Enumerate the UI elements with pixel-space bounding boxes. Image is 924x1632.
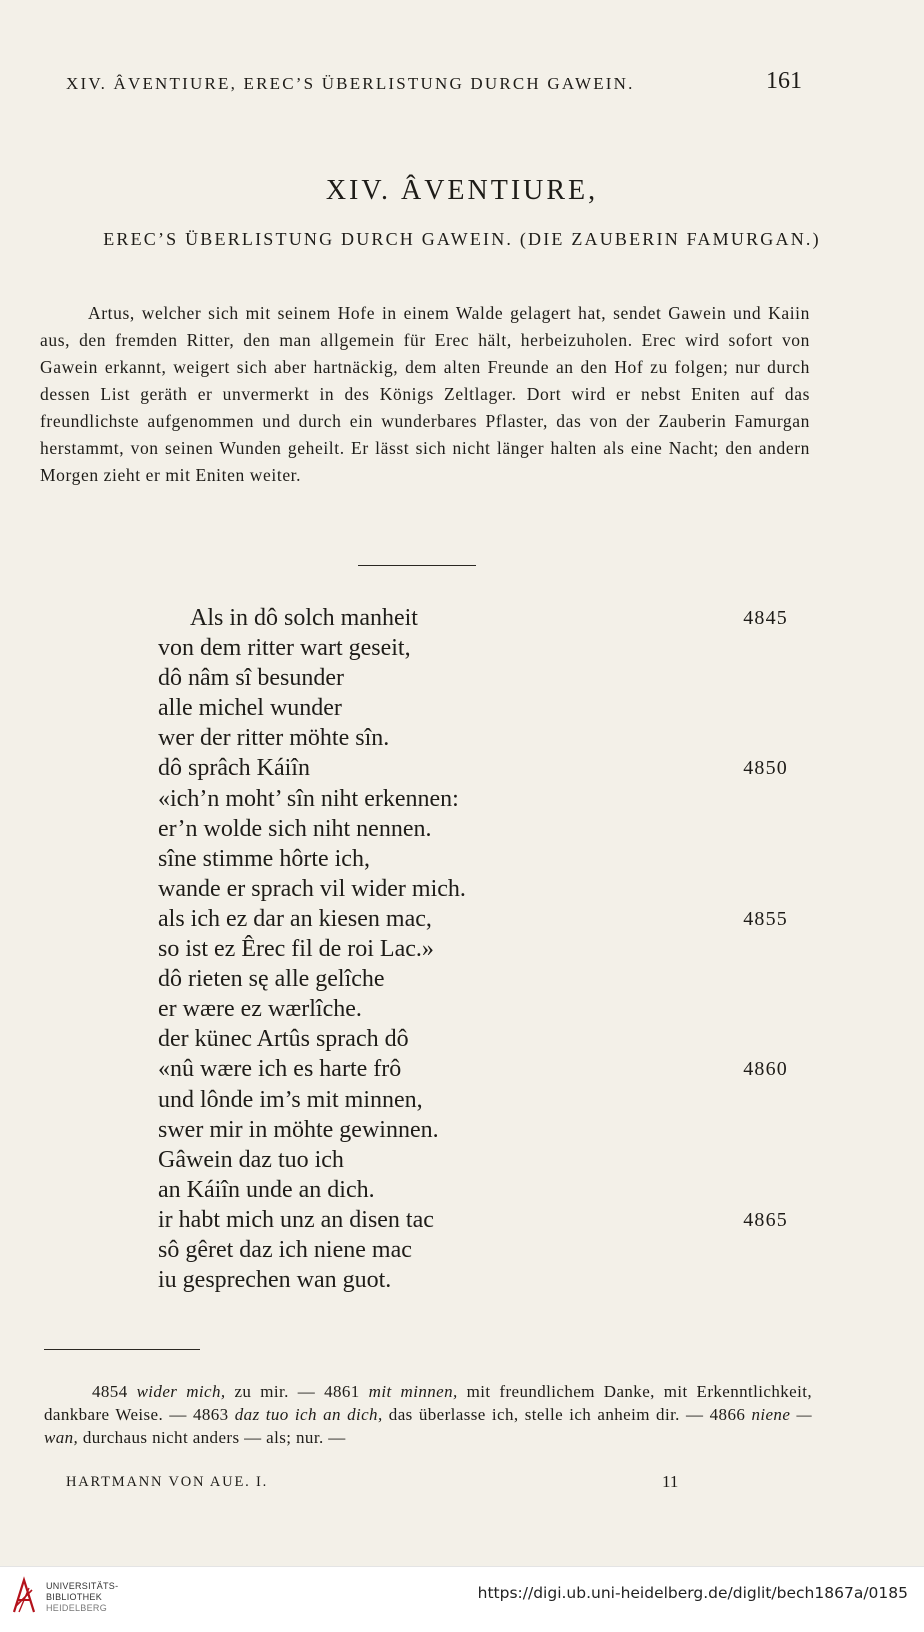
verse-number: 4850 xyxy=(743,757,788,780)
footnote-text: das überlasse ich, stelle ich anheim dir. — 4866 xyxy=(382,1405,752,1424)
summary-paragraph: Artus, welcher sich mit seinem Hofe in einem Walde gelagert hat, sendet Gawein und Kaiin aus, den fremden Ritter, den man allgemein für Erec hält, herbeizuholen. Erec wird sofort von Gawein erkannt, weigert sich aber hartnäckig, dem alten Freunde an den Hof zu folgen; nur durch dessen List geräth er unvermerkt in des Königs Zeltlager. Dort wird er nebst Eniten auf das freundlichste aufgenommen und durch ein wunderbares Pflaster, das von der Zauberin Famurgan herstammt, von seinen Wunden geheilt. Er lässt sich nicht länger halten als eine Nacht; den andern Morgen zieht er mit Eniten weiter. xyxy=(40,303,810,485)
running-head-text: XIV. ÂVENTIURE, EREC’S ÜBERLISTUNG DURCH GAWEIN. xyxy=(66,74,635,93)
verse-line xyxy=(158,844,788,874)
verse-number: 4845 xyxy=(743,607,788,629)
verse-block xyxy=(158,603,788,1295)
verse-line xyxy=(158,874,788,904)
verse-text: sîne stimme hôrte ich, xyxy=(158,845,370,872)
footnote-gloss-term: wider mich, xyxy=(136,1382,226,1401)
footnotes xyxy=(44,1380,812,1449)
verse-text: von dem ritter wart geseit, xyxy=(158,635,411,662)
verse-line xyxy=(158,693,788,723)
verse-line xyxy=(158,1115,788,1145)
verse-text: er’n wolde sich niht nennen. xyxy=(158,815,432,842)
verse-text: iu gesprechen wan guot. xyxy=(158,1267,392,1294)
verse-line xyxy=(158,1235,788,1265)
verse-line xyxy=(158,994,788,1024)
footnote-rule xyxy=(44,1349,200,1350)
verse-number: 4855 xyxy=(743,907,788,930)
verse-text: Gâwein daz tuo ich xyxy=(158,1146,344,1173)
verse-text: wande er sprach vil wider mich. xyxy=(158,875,466,902)
verse-line xyxy=(158,904,788,934)
chapter-summary xyxy=(40,300,810,489)
verse-text: wer der ritter möhte sîn. xyxy=(158,725,390,752)
verse-line xyxy=(158,633,788,663)
university-library-logo-icon xyxy=(10,1576,38,1616)
verse-text: der künec Artûs sprach dô xyxy=(158,1026,409,1053)
footnote-text: mit freundlichem Danke, mit Erkenntlichkeit, dankbare Weise. — 4863 xyxy=(44,1382,813,1424)
verse-text: und lônde im’s mit minnen, xyxy=(158,1086,423,1113)
verse-text: als ich ez dar an kiesen mac, xyxy=(158,905,432,932)
verse-line xyxy=(158,1205,788,1235)
verse-line xyxy=(158,1145,788,1175)
chapter-title: XIV. ÂVENTIURE, xyxy=(325,175,599,206)
library-name-line: HEIDELBERG xyxy=(46,1603,108,1613)
verse-line xyxy=(158,1265,788,1295)
footnote-text: 4854 xyxy=(92,1382,137,1401)
page-number: 161 xyxy=(766,68,802,94)
verse-line xyxy=(158,723,788,753)
library-name xyxy=(46,1581,118,1614)
verse-line xyxy=(158,784,788,814)
verse-text: dô rieten sę alle gelîche xyxy=(158,966,385,993)
viewer-footer xyxy=(0,1566,924,1632)
verse-line xyxy=(158,753,788,783)
footnote-text: durchaus nicht anders — als; nur. — xyxy=(78,1428,346,1447)
verse-text: so ist ez Êrec fil de roi Lac.» xyxy=(158,936,434,963)
verse-line xyxy=(158,1085,788,1115)
verse-line xyxy=(158,603,788,633)
printer-signature: HARTMANN VON AUE. I. xyxy=(66,1474,269,1490)
chapter-subtitle: EREC’S ÜBERLISTUNG DURCH GAWEIN. (DIE ZAUBERIN FAMURGAN.) xyxy=(103,229,821,249)
verse-text: dô nâm sî besunder xyxy=(158,665,344,692)
signature-number: 11 xyxy=(662,1472,679,1491)
section-divider xyxy=(358,565,476,566)
library-name-line: BIBLIOTHEK xyxy=(46,1592,103,1602)
verse-text: «nû wære ich es harte frô xyxy=(158,1056,402,1083)
verse-text: sô gêret daz ich niene mac xyxy=(158,1236,412,1263)
library-name-line: UNIVERSITÄTS- xyxy=(46,1581,119,1591)
permalink-url[interactable]: https://digi.ub.uni-heidelberg.de/diglit/bech1867a/0185 xyxy=(477,1584,908,1602)
verse-line xyxy=(158,814,788,844)
verse-text: swer mir in möhte gewinnen. xyxy=(158,1116,439,1143)
verse-line xyxy=(158,663,788,693)
verse-line xyxy=(158,1175,788,1205)
verse-text: an Káiîn unde an dich. xyxy=(158,1176,375,1203)
footnote-gloss-term: niene — wan, xyxy=(44,1405,812,1447)
verse-number: 4860 xyxy=(743,1058,788,1081)
verse-text: ir habt mich unz an disen tac xyxy=(158,1206,434,1233)
verse-line xyxy=(158,934,788,964)
verse-text: dô sprâch Káiîn xyxy=(158,755,310,782)
verse-text: Als in dô solch manheit xyxy=(190,605,418,631)
verse-line xyxy=(158,1054,788,1084)
verse-text: er wære ez wærlîche. xyxy=(158,996,362,1023)
verse-line xyxy=(158,1024,788,1054)
verse-line xyxy=(158,964,788,994)
footnote-text: zu mir. — 4861 xyxy=(225,1382,369,1401)
verse-number: 4865 xyxy=(743,1208,788,1231)
footnote-gloss-term: mit minnen, xyxy=(368,1382,458,1401)
footnote-paragraph xyxy=(44,1380,812,1449)
footnote-gloss-term: daz tuo ich an dich, xyxy=(234,1405,383,1424)
verse-text: «ich’n moht’ sîn niht erkennen: xyxy=(158,785,459,812)
running-head xyxy=(66,68,802,94)
verse-text: alle michel wunder xyxy=(158,695,342,722)
